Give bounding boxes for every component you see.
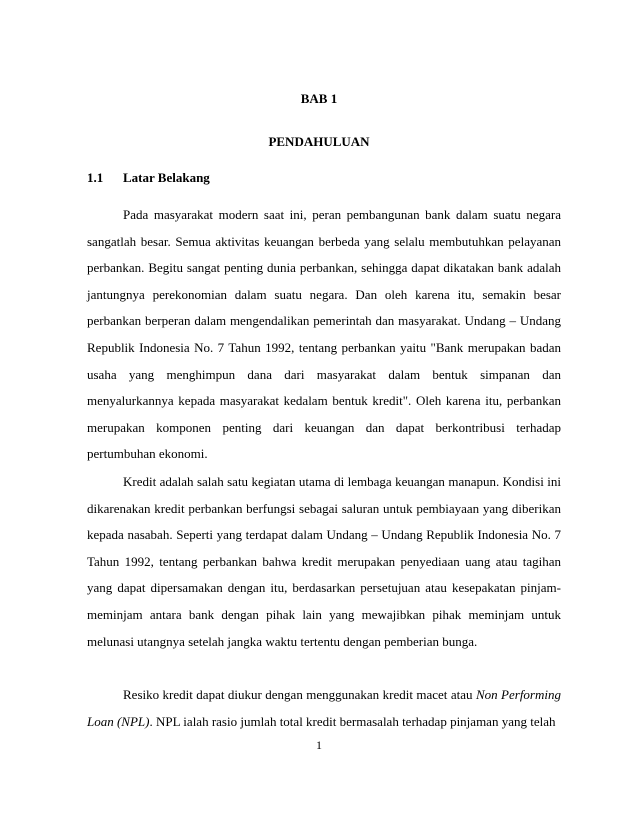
paragraph-3-italic-term: Non Performing Loan (NPL) — [87, 687, 561, 729]
paragraph-3-start: Resiko kredit dapat diukur dengan menggunakan kredit macet atau — [123, 687, 476, 702]
chapter-heading: BAB 1 — [300, 91, 338, 106]
paragraph-3 — [87, 682, 561, 735]
section-heading — [87, 170, 210, 186]
paragraph-2: Kredit adalah salah satu kegiatan utama di lembaga keuangan manapun. Kondisi ini dikarenakan kredit perbankan berfungsi sebagai saluran untuk pembiayaan yang diberikan kepada nasabah. Seperti yang terdapat dalam Undang – Undang Republik Indonesia No. 7 Tahun 1992, tentang perbankan bahwa kredit merupakan penyediaan uang atau tagihan yang dapat dipersamakan dengan itu, berdasarkan persetujuan atau kesepakatan pinjam-meminjam antara bank dengan pihak lain yang mewajibkan pihak meminjam untuk melunasi utangnya setelah jangka waktu tertentu dengan pemberian bunga. — [87, 474, 561, 649]
paragraph-1: Pada masyarakat modern saat ini, peran pembangunan bank dalam suatu negara sangatlah besar. Semua aktivitas keuangan berbeda yang selalu membutuhkan pelayanan perbankan. Begitu sangat penting dunia perbankan, sehingga dapat dikatakan bank adalah jantungnya perekonomian dalam suatu negara. Dan oleh karena itu, semakin besar perbankan berperan dalam mengendalikan pemerintah dan masyarakat. Undang – Undang Republik Indonesia No. 7 Tahun 1992, tentang perbankan yaitu "Bank merupakan badan usaha yang menghimpun dana dari masyarakat dalam bentuk simpanan dan menyalurkannya kepada masyarakat kedalam bentuk kredit". Oleh karena itu, perbankan merupakan komponen penting dari keuangan dan dapat berkontribusi terhadap pertumbuhan ekonomi. — [87, 207, 561, 462]
page-number: 1 — [316, 738, 322, 752]
section-title: Latar Belakang — [123, 170, 210, 185]
section-number: 1.1 — [87, 170, 104, 185]
chapter-title: PENDAHULUAN — [268, 134, 370, 149]
paragraph-3-end: . NPL ialah rasio jumlah total kredit bermasalah terhadap pinjaman yang telah — [149, 713, 556, 729]
